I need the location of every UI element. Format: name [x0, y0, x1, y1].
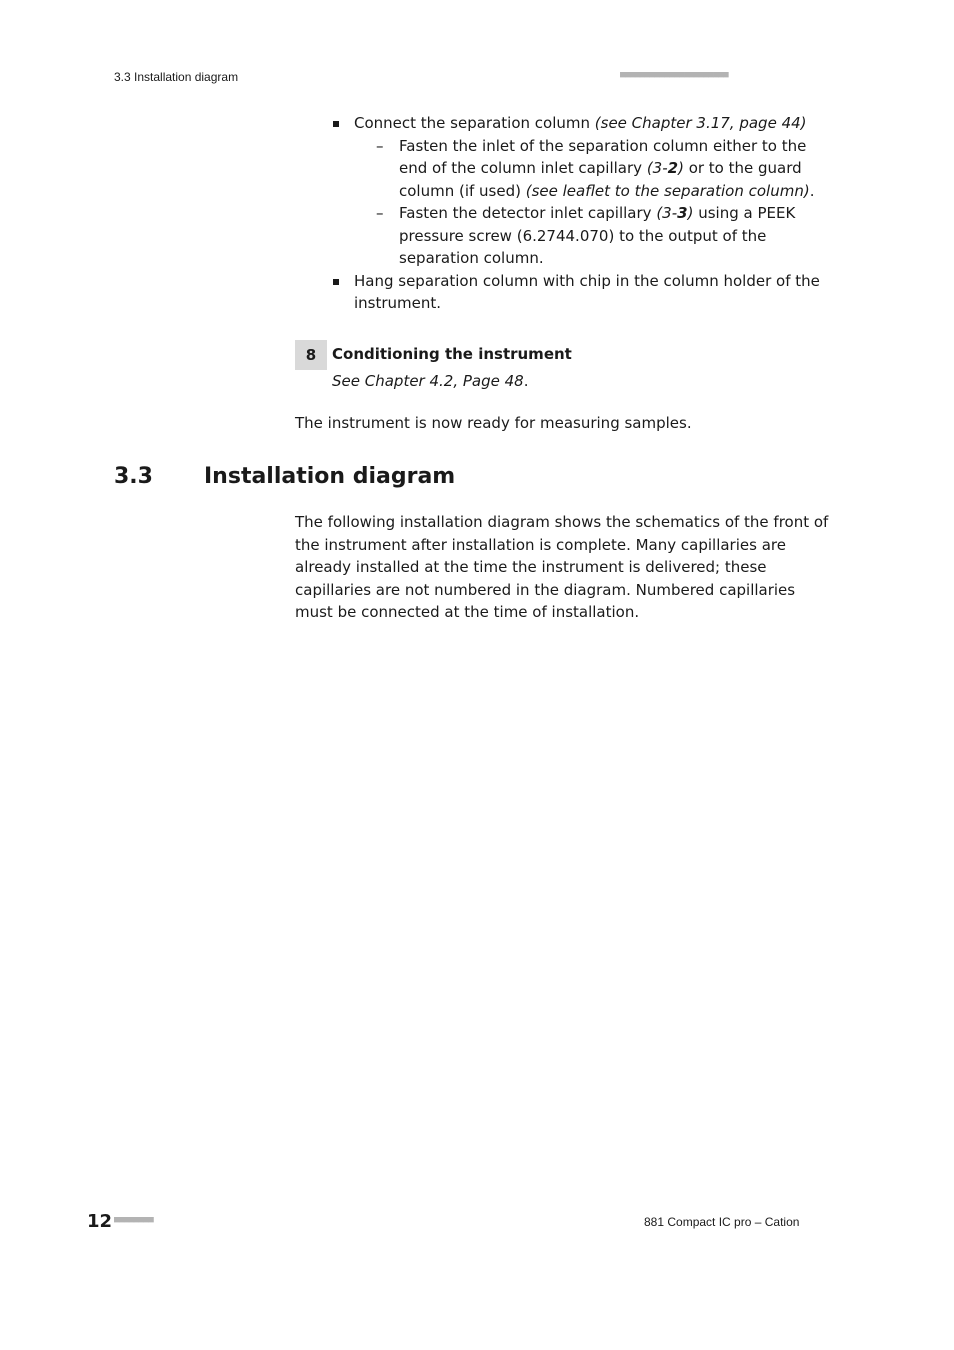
figure-reference: (3-3) — [656, 204, 694, 222]
header-decoration-dots: ■■■■■■■■■■■■■■■■■■■■■■ — [620, 70, 729, 80]
section-number: 3.3 — [114, 464, 153, 489]
footer-document-title: 881 Compact IC pro – Cation — [644, 1215, 800, 1229]
section-paragraph: The following installation diagram shows the schematics of the front of the instrument after installation is complete. Many capillaries are already installed at the time the instrument is delivered; these capillaries are not numbered in the diagram. Numbered capillaries must be connected at the time of installation. — [295, 513, 829, 621]
step-bullet-list — [332, 112, 832, 315]
step-title: Conditioning the instrument — [332, 345, 572, 363]
list-item — [332, 112, 832, 270]
sub-item-text: or to the guard column (if used) — [399, 159, 802, 200]
step-reference: See Chapter 4.2, Page 48. — [332, 372, 529, 390]
section-title: Installation diagram — [204, 464, 456, 489]
sub-list-item: – Fasten the inlet of the separation column either to the end of the column inlet capillary (3-2) or to the guard column (if used) (see leaflet to the separation column). — [354, 135, 832, 203]
sub-item-text: Fasten the detector inlet capillary — [399, 204, 657, 222]
footer-decoration-dots: ■■■■■■■■ — [114, 1215, 154, 1225]
step-number-badge: 8 — [295, 340, 327, 370]
sub-item-text: Fasten the inlet of the separation column either to the end of the column inlet capillary — [399, 136, 807, 177]
sub-list — [354, 135, 832, 270]
list-item — [332, 270, 832, 315]
sub-item-text: using a PEEK pressure screw (6.2744.070) to the output of the separation column. — [399, 204, 796, 267]
running-header-section: 3.3 Installation diagram — [114, 70, 239, 84]
cross-reference: See Chapter 4.2, Page 48 — [332, 372, 524, 390]
sub-list-item — [354, 202, 832, 270]
cross-reference: (see Chapter 3.17, page 44) — [594, 114, 807, 132]
bullet-text: Connect the separation column — [354, 114, 595, 132]
bullet-text: Hang separation column with chip in the column holder of the instrument. — [354, 271, 820, 312]
ready-statement: The instrument is now ready for measuring samples. — [295, 414, 692, 432]
figure-reference: (3-2) — [646, 159, 684, 177]
page-number: 12 — [87, 1211, 113, 1232]
cross-reference: (see leaflet to the separation column) — [525, 181, 810, 200]
